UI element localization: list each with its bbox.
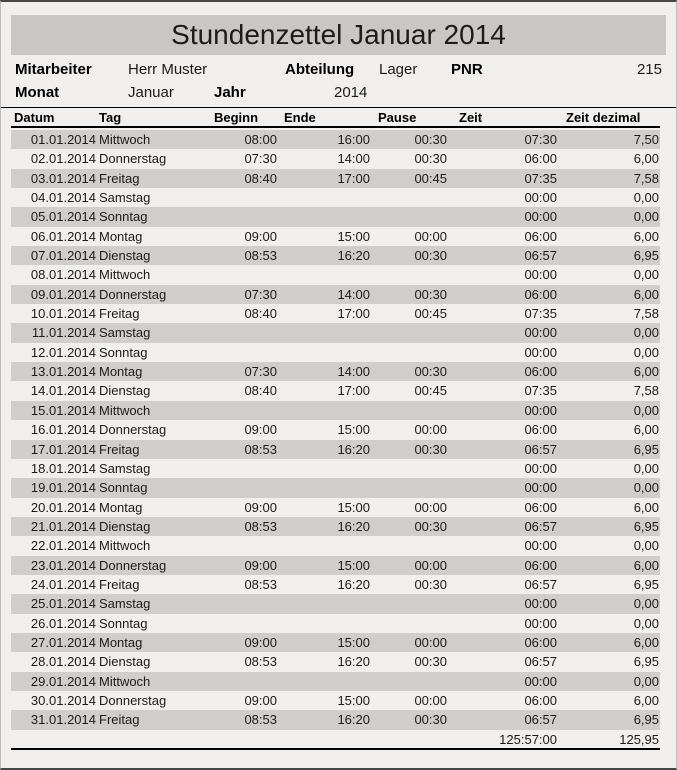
cell-ende: 16:20 bbox=[337, 654, 370, 670]
cell-beginn: 07:30 bbox=[244, 286, 277, 302]
table-row bbox=[11, 652, 660, 671]
cell-datum: 17.01.2014 bbox=[30, 441, 96, 457]
cell-datum: 24.01.2014 bbox=[30, 576, 96, 592]
cell-pause bbox=[371, 459, 448, 478]
abteilung-label: Abteilung bbox=[285, 61, 355, 78]
cell-ende: 16:20 bbox=[337, 248, 370, 264]
cell-ende bbox=[278, 594, 371, 613]
cell-tag: Freitag bbox=[99, 170, 140, 186]
cell-beginn: 09:00 bbox=[244, 499, 277, 515]
page-title: Stundenzettel Januar 2014 bbox=[171, 19, 506, 50]
cell-zeit: 00:00 bbox=[524, 325, 557, 341]
cell-pause: 00:30 bbox=[414, 151, 447, 167]
cell-datum: 29.01.2014 bbox=[30, 673, 96, 689]
cell-zeit-dezimal: 6,00 bbox=[633, 228, 659, 244]
cell-datum: 14.01.2014 bbox=[30, 383, 96, 399]
cell-beginn: 08:53 bbox=[244, 576, 277, 592]
cell-beginn bbox=[210, 672, 278, 691]
cell-zeit-dezimal: 6,95 bbox=[633, 248, 659, 264]
cell-ende bbox=[278, 343, 371, 362]
cell-zeit-dezimal: 0,00 bbox=[633, 344, 659, 360]
cell-datum: 25.01.2014 bbox=[30, 596, 96, 612]
cell-zeit-dezimal: 6,00 bbox=[633, 634, 659, 650]
cell-tag: Sonntag bbox=[99, 344, 148, 360]
mitarbeiter-label: Mitarbeiter bbox=[15, 61, 92, 78]
cell-datum: 05.01.2014 bbox=[30, 209, 96, 225]
table-row bbox=[11, 459, 660, 478]
cell-tag: Mittwoch bbox=[99, 132, 151, 147]
total-row bbox=[11, 730, 660, 750]
cell-tag: Mittwoch bbox=[99, 402, 151, 418]
info-section bbox=[1, 55, 677, 108]
cell-datum: 31.01.2014 bbox=[30, 712, 96, 728]
cell-zeit: 07:30 bbox=[524, 132, 557, 147]
cell-zeit-dezimal: 6,95 bbox=[633, 518, 659, 534]
cell-pause: 00:00 bbox=[414, 499, 447, 515]
cell-ende: 15:00 bbox=[337, 499, 370, 515]
cell-pause bbox=[371, 188, 448, 207]
cell-ende bbox=[278, 672, 371, 691]
cell-beginn bbox=[210, 459, 278, 478]
cell-datum: 20.01.2014 bbox=[30, 499, 96, 515]
cell-tag: Mittwoch bbox=[99, 673, 151, 689]
table-row bbox=[11, 420, 660, 439]
cell-ende: 16:20 bbox=[337, 441, 370, 457]
cell-datum: 21.01.2014 bbox=[30, 518, 96, 534]
cell-beginn bbox=[210, 207, 278, 226]
cell-pause: 00:30 bbox=[414, 712, 447, 728]
cell-zeit-dezimal: 0,00 bbox=[633, 402, 659, 418]
cell-pause: 00:30 bbox=[414, 286, 447, 302]
cell-beginn bbox=[210, 401, 278, 420]
cell-datum: 16.01.2014 bbox=[30, 422, 96, 438]
monat-label: Monat bbox=[15, 84, 60, 101]
monat-value: Januar bbox=[128, 84, 174, 101]
cell-zeit: 06:00 bbox=[524, 557, 557, 573]
cell-datum: 13.01.2014 bbox=[30, 364, 96, 380]
cell-datum: 04.01.2014 bbox=[30, 190, 96, 206]
table-row bbox=[11, 594, 660, 613]
cell-zeit-dezimal: 0,00 bbox=[633, 538, 659, 554]
table-row bbox=[11, 362, 660, 381]
cell-zeit-dezimal: 7,58 bbox=[633, 383, 659, 399]
cell-tag: Samstag bbox=[99, 325, 151, 341]
cell-datum: 02.01.2014 bbox=[30, 151, 96, 167]
table-row bbox=[11, 440, 660, 459]
cell-datum: 19.01.2014 bbox=[30, 480, 96, 496]
cell-pause bbox=[371, 672, 448, 691]
table-row bbox=[11, 710, 660, 729]
cell-zeit-dezimal: 6,00 bbox=[633, 364, 659, 380]
table-row bbox=[11, 285, 660, 304]
cell-beginn: 08:53 bbox=[244, 248, 277, 264]
cell-zeit: 00:00 bbox=[524, 615, 557, 631]
cell-zeit: 00:00 bbox=[524, 460, 557, 476]
cell-ende bbox=[278, 188, 371, 207]
cell-zeit-dezimal: 6,00 bbox=[633, 692, 659, 708]
cell-beginn: 08:40 bbox=[244, 383, 277, 399]
cell-pause: 00:00 bbox=[414, 557, 447, 573]
mitarbeiter-value: Herr Muster bbox=[128, 61, 208, 78]
cell-ende: 15:00 bbox=[337, 634, 370, 650]
cell-beginn: 09:00 bbox=[244, 692, 277, 708]
cell-zeit-dezimal: 6,00 bbox=[633, 286, 659, 302]
cell-zeit-dezimal: 6,95 bbox=[633, 712, 659, 728]
table-row bbox=[11, 169, 660, 188]
cell-pause bbox=[371, 478, 448, 497]
cell-ende: 17:00 bbox=[337, 306, 370, 322]
cell-zeit-dezimal: 6,00 bbox=[633, 422, 659, 438]
cell-zeit: 06:00 bbox=[524, 151, 557, 167]
timesheet-rows bbox=[11, 130, 660, 730]
cell-ende: 15:00 bbox=[337, 692, 370, 708]
cell-zeit: 06:57 bbox=[524, 712, 557, 728]
cell-beginn bbox=[210, 188, 278, 207]
cell-tag: Dienstag bbox=[99, 248, 151, 264]
cell-datum: 06.01.2014 bbox=[30, 228, 96, 244]
cell-zeit: 00:00 bbox=[524, 538, 557, 554]
cell-zeit: 07:35 bbox=[524, 170, 557, 186]
table-row bbox=[11, 691, 660, 710]
cell-pause: 00:45 bbox=[414, 383, 447, 399]
cell-ende: 15:00 bbox=[337, 228, 370, 244]
cell-beginn bbox=[210, 536, 278, 555]
cell-tag: Montag bbox=[99, 228, 143, 244]
cell-zeit: 00:00 bbox=[524, 209, 557, 225]
cell-zeit-dezimal: 0,00 bbox=[633, 190, 659, 206]
column-header-zeit: Zeit bbox=[459, 110, 483, 125]
cell-zeit-dezimal: 0,00 bbox=[633, 325, 659, 341]
cell-zeit: 00:00 bbox=[524, 596, 557, 612]
table-row bbox=[11, 304, 660, 323]
cell-pause bbox=[371, 323, 448, 342]
cell-beginn bbox=[210, 323, 278, 342]
cell-pause: 00:30 bbox=[414, 132, 447, 147]
cell-pause bbox=[371, 207, 448, 226]
cell-zeit-dezimal: 6,95 bbox=[633, 576, 659, 592]
cell-datum: 28.01.2014 bbox=[30, 654, 96, 670]
cell-ende bbox=[278, 323, 371, 342]
cell-beginn bbox=[210, 614, 278, 633]
cell-datum: 07.01.2014 bbox=[30, 248, 96, 264]
cell-zeit-dezimal: 0,00 bbox=[633, 460, 659, 476]
table-row bbox=[11, 498, 660, 517]
table-row bbox=[11, 672, 660, 691]
cell-ende bbox=[278, 536, 371, 555]
cell-pause: 00:30 bbox=[414, 441, 447, 457]
cell-tag: Donnerstag bbox=[99, 692, 167, 708]
cell-tag: Sonntag bbox=[99, 615, 148, 631]
column-header-datum: Datum bbox=[14, 110, 55, 125]
table-row bbox=[11, 517, 660, 536]
cell-zeit: 00:00 bbox=[524, 673, 557, 689]
cell-datum: 23.01.2014 bbox=[30, 557, 96, 573]
cell-tag: Donnerstag bbox=[99, 286, 167, 302]
column-header-beginn: Beginn bbox=[214, 110, 259, 125]
cell-tag: Mittwoch bbox=[99, 538, 151, 554]
cell-zeit: 06:57 bbox=[524, 518, 557, 534]
table-row bbox=[11, 478, 660, 497]
cell-zeit: 06:00 bbox=[524, 499, 557, 515]
cell-pause: 00:00 bbox=[414, 692, 447, 708]
cell-datum: 10.01.2014 bbox=[30, 306, 96, 322]
cell-zeit: 06:00 bbox=[524, 634, 557, 650]
cell-ende: 17:00 bbox=[337, 170, 370, 186]
cell-pause bbox=[371, 614, 448, 633]
cell-pause: 00:30 bbox=[414, 518, 447, 534]
cell-zeit: 00:00 bbox=[524, 480, 557, 496]
cell-tag: Dienstag bbox=[99, 383, 151, 399]
cell-tag: Dienstag bbox=[99, 518, 151, 534]
table-row bbox=[11, 188, 660, 207]
cell-datum: 18.01.2014 bbox=[30, 460, 96, 476]
cell-zeit: 00:00 bbox=[524, 190, 557, 206]
cell-zeit-dezimal: 0,00 bbox=[633, 615, 659, 631]
jahr-value: 2014 bbox=[334, 84, 368, 101]
cell-zeit: 00:00 bbox=[524, 402, 557, 418]
column-header-tag: Tag bbox=[99, 110, 122, 125]
table-row bbox=[11, 227, 660, 246]
cell-zeit-dezimal: 0,00 bbox=[633, 480, 659, 496]
cell-beginn bbox=[210, 265, 278, 284]
cell-datum: 22.01.2014 bbox=[30, 538, 96, 554]
cell-beginn bbox=[210, 594, 278, 613]
table-row bbox=[11, 536, 660, 555]
cell-pause: 00:00 bbox=[414, 422, 447, 438]
cell-zeit-dezimal: 0,00 bbox=[633, 596, 659, 612]
cell-zeit-dezimal: 7,58 bbox=[633, 170, 659, 186]
cell-tag: Freitag bbox=[99, 712, 140, 728]
cell-ende bbox=[278, 401, 371, 420]
cell-tag: Samstag bbox=[99, 190, 151, 206]
cell-beginn: 09:00 bbox=[244, 422, 277, 438]
cell-tag: Donnerstag bbox=[99, 422, 167, 438]
cell-tag: Freitag bbox=[99, 306, 140, 322]
cell-zeit: 06:00 bbox=[524, 692, 557, 708]
cell-zeit: 06:57 bbox=[524, 654, 557, 670]
cell-ende bbox=[278, 478, 371, 497]
cell-tag: Montag bbox=[99, 364, 143, 380]
cell-pause: 00:30 bbox=[414, 654, 447, 670]
table-row bbox=[11, 575, 660, 594]
table-row bbox=[11, 149, 660, 168]
cell-pause: 00:30 bbox=[414, 364, 447, 380]
cell-tag: Sonntag bbox=[99, 209, 148, 225]
cell-beginn: 08:53 bbox=[244, 518, 277, 534]
cell-ende: 15:00 bbox=[337, 557, 370, 573]
total-zeit-dezimal: 125,95 bbox=[619, 732, 659, 747]
cell-tag: Donnerstag bbox=[99, 151, 167, 167]
cell-tag: Freitag bbox=[99, 441, 140, 457]
table-row bbox=[11, 323, 660, 342]
cell-pause bbox=[371, 265, 448, 284]
cell-pause bbox=[371, 343, 448, 362]
table-row bbox=[11, 130, 660, 149]
cell-tag: Montag bbox=[99, 634, 143, 650]
cell-ende bbox=[278, 614, 371, 633]
cell-tag: Donnerstag bbox=[99, 557, 167, 573]
cell-beginn: 07:30 bbox=[244, 364, 277, 380]
cell-pause: 00:00 bbox=[414, 228, 447, 244]
cell-beginn: 08:53 bbox=[244, 654, 277, 670]
cell-tag: Montag bbox=[99, 499, 143, 515]
cell-pause bbox=[371, 401, 448, 420]
cell-tag: Freitag bbox=[99, 576, 140, 592]
jahr-label: Jahr bbox=[214, 84, 246, 101]
cell-zeit: 06:57 bbox=[524, 576, 557, 592]
column-header-ende: Ende bbox=[284, 110, 316, 125]
cell-zeit: 06:57 bbox=[524, 441, 557, 457]
cell-pause bbox=[371, 594, 448, 613]
cell-zeit-dezimal: 6,95 bbox=[633, 654, 659, 670]
cell-ende: 16:20 bbox=[337, 712, 370, 728]
cell-beginn: 08:40 bbox=[244, 306, 277, 322]
cell-beginn: 09:00 bbox=[244, 228, 277, 244]
cell-tag: Sonntag bbox=[99, 480, 148, 496]
cell-pause: 00:00 bbox=[414, 634, 447, 650]
cell-beginn: 08:00 bbox=[244, 132, 277, 147]
cell-beginn: 07:30 bbox=[244, 151, 277, 167]
column-header-pause: Pause bbox=[378, 110, 417, 125]
table-row bbox=[11, 207, 660, 226]
cell-zeit-dezimal: 6,00 bbox=[633, 499, 659, 515]
cell-zeit: 06:00 bbox=[524, 228, 557, 244]
cell-ende: 17:00 bbox=[337, 383, 370, 399]
pnr-label: PNR bbox=[451, 61, 483, 78]
cell-tag: Samstag bbox=[99, 460, 151, 476]
cell-beginn bbox=[210, 343, 278, 362]
table-row bbox=[11, 556, 660, 575]
cell-datum: 12.01.2014 bbox=[30, 344, 96, 360]
cell-ende: 14:00 bbox=[337, 151, 370, 167]
cell-zeit: 06:57 bbox=[524, 248, 557, 264]
cell-zeit: 07:35 bbox=[524, 383, 557, 399]
cell-zeit: 00:00 bbox=[524, 267, 557, 283]
cell-datum: 26.01.2014 bbox=[30, 615, 96, 631]
cell-datum: 09.01.2014 bbox=[30, 286, 96, 302]
cell-datum: 15.01.2014 bbox=[30, 402, 96, 418]
cell-zeit: 06:00 bbox=[524, 422, 557, 438]
column-header-zeit-dezimal: Zeit dezimal bbox=[566, 110, 641, 125]
cell-ende: 15:00 bbox=[337, 422, 370, 438]
table-row bbox=[11, 265, 660, 284]
cell-zeit-dezimal: 6,00 bbox=[633, 557, 659, 573]
total-zeit: 125:57:00 bbox=[499, 732, 557, 747]
cell-zeit-dezimal: 6,95 bbox=[633, 441, 659, 457]
cell-datum: 08.01.2014 bbox=[30, 267, 96, 283]
cell-pause: 00:30 bbox=[414, 248, 447, 264]
cell-ende: 14:00 bbox=[337, 286, 370, 302]
cell-zeit-dezimal: 7,58 bbox=[633, 306, 659, 322]
cell-ende: 14:00 bbox=[337, 364, 370, 380]
cell-datum: 11.01.2014 bbox=[31, 325, 96, 341]
table-header bbox=[11, 108, 660, 128]
cell-ende: 16:20 bbox=[337, 576, 370, 592]
cell-zeit-dezimal: 7,50 bbox=[633, 132, 659, 147]
table-row bbox=[11, 343, 660, 362]
table-row bbox=[11, 633, 660, 652]
cell-ende: 16:00 bbox=[337, 132, 370, 147]
cell-beginn: 08:40 bbox=[244, 170, 277, 186]
cell-pause bbox=[371, 536, 448, 555]
cell-zeit: 06:00 bbox=[524, 364, 557, 380]
cell-beginn: 09:00 bbox=[244, 557, 277, 573]
cell-tag: Mittwoch bbox=[99, 267, 151, 283]
cell-zeit: 00:00 bbox=[524, 344, 557, 360]
cell-pause: 00:30 bbox=[414, 576, 447, 592]
cell-zeit: 06:00 bbox=[524, 286, 557, 302]
cell-datum: 03.01.2014 bbox=[30, 170, 96, 186]
cell-zeit-dezimal: 0,00 bbox=[633, 209, 659, 225]
cell-tag: Dienstag bbox=[99, 654, 151, 670]
cell-ende bbox=[278, 265, 371, 284]
cell-ende: 16:20 bbox=[337, 518, 370, 534]
cell-datum: 30.01.2014 bbox=[30, 692, 96, 708]
table-row bbox=[11, 614, 660, 633]
cell-zeit-dezimal: 6,00 bbox=[633, 151, 659, 167]
cell-pause: 00:45 bbox=[414, 306, 447, 322]
abteilung-value: Lager bbox=[379, 61, 418, 78]
cell-tag: Samstag bbox=[99, 596, 151, 612]
cell-zeit-dezimal: 0,00 bbox=[633, 673, 659, 689]
cell-beginn: 09:00 bbox=[244, 634, 277, 650]
cell-datum: 01.01.2014 bbox=[30, 132, 96, 147]
cell-datum: 27.01.2014 bbox=[30, 634, 96, 650]
cell-ende bbox=[278, 207, 371, 226]
cell-zeit-dezimal: 0,00 bbox=[633, 267, 659, 283]
table-row bbox=[11, 381, 660, 400]
pnr-value: 215 bbox=[636, 61, 662, 78]
title-band bbox=[11, 15, 666, 55]
cell-beginn: 08:53 bbox=[244, 712, 277, 728]
cell-ende bbox=[278, 459, 371, 478]
cell-beginn: 08:53 bbox=[244, 441, 277, 457]
table-row bbox=[11, 246, 660, 265]
cell-pause: 00:45 bbox=[414, 170, 447, 186]
table-row bbox=[11, 401, 660, 420]
cell-beginn bbox=[210, 478, 278, 497]
cell-zeit: 07:35 bbox=[524, 306, 557, 322]
